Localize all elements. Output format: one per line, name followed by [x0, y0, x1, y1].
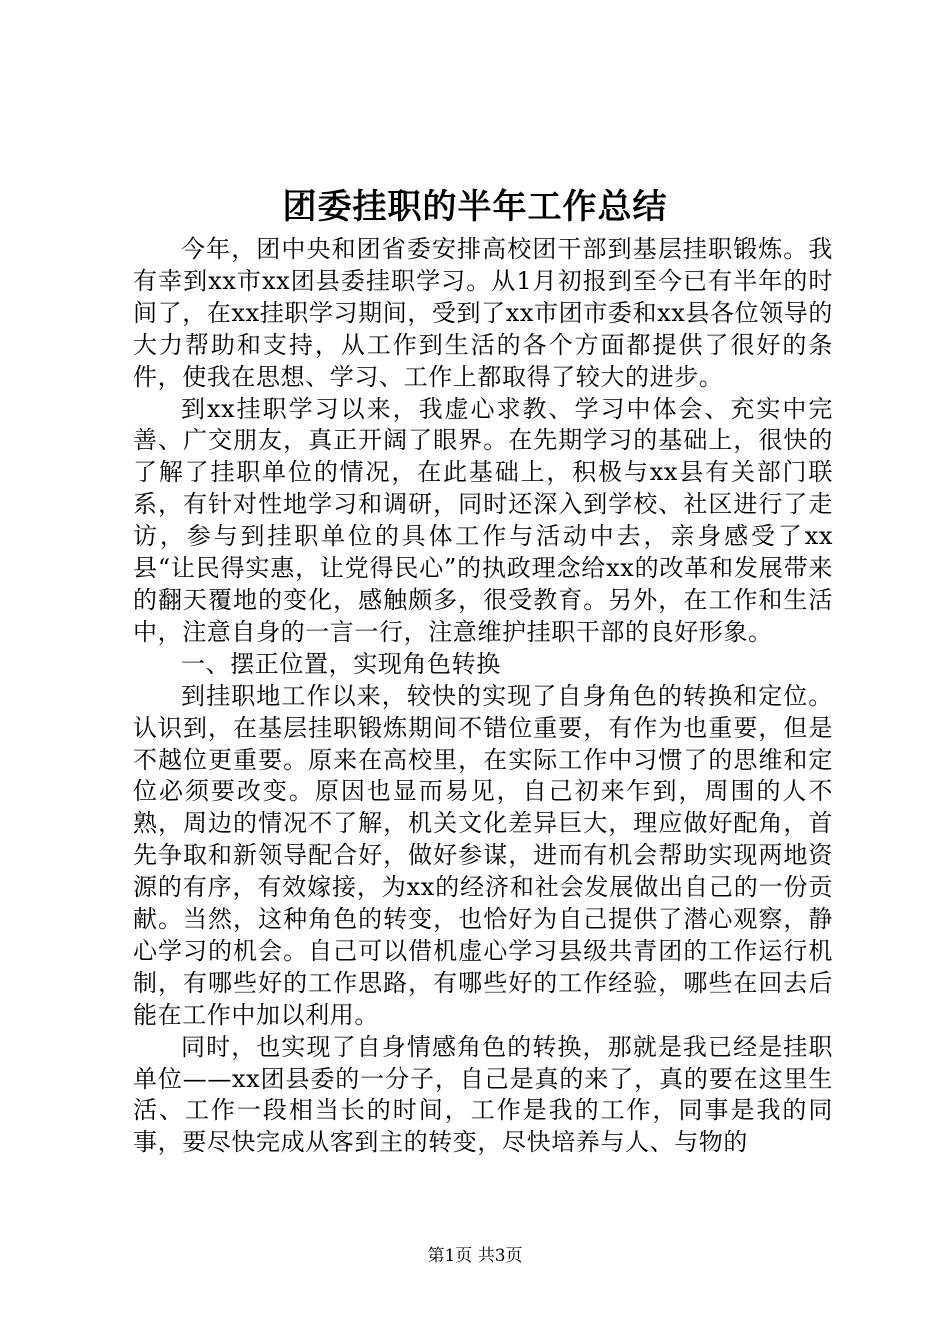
paragraph-role-change: 到挂职地工作以来，较快的实现了自身角色的转换和定位。认识到，在基层挂职锻炼期间不错位重要，有作为也重要，但是不越位更重要。原来在高校里，在实际工作中习惯了的思维和定位必须要改变。原因也显而易见，自己初来乍到，周围的人不熟，周边的情况不了解，机关文化差异巨大，理应做好配角，首先争取和新领导配合好，做好参谋，进而有机会帮助实现两地资源的有序，有效嫁接，为xx的经济和社会发展做出自己的一份贡献。当然，这种角色的转变，也恰好为自己提供了潜心观察，静心学习的机会。自己可以借机虚心学习县级共青团的工作运行机制，有哪些好的工作思路，有哪些好的工作经验，哪些在回去后能在工作中加以利用。	[133, 681, 833, 1029]
section-heading: 一、摆正位置，实现角色转换	[181, 649, 501, 678]
paragraph-experience: 到xx挂职学习以来，我虚心求教、学习中体会、充实中完善、广交朋友，真正开阔了眼界。在先期学习的基础上，很快的了解了挂职单位的情况，在此基础上，积极与xx县有关部门联系，有针对性地学习和调研，同时还深入到学校、社区进行了走访，参与到挂职单位的具体工作与活动中去，亲身感受了xx县“让民得实惠，让党得民心”的执政理念给xx的改革和发展带来的翻天覆地的变化，感触颇多，很受教育。另外，在工作和生活中，注意自身的一言一行，注意维护挂职干部的良好形象。	[133, 394, 833, 646]
document-body	[133, 234, 833, 1159]
paragraph-emotion-change: 同时，也实现了自身情感角色的转换，那就是我已经是挂职单位——xx团县委的一分子，自己是真的来了，真的要在这里生活、工作一段相当长的时间，工作是我的工作，同事是我的同事，要尽快完成从客到主的转变，尽快培养与人、与物的	[133, 1032, 833, 1157]
document-title: 团委挂职的半年工作总结	[282, 187, 668, 227]
page-number: 第1页 共3页	[427, 1246, 523, 1266]
paragraph-intro: 今年，团中央和团省委安排高校团干部到基层挂职锻炼。我有幸到xx市xx团县委挂职学习。从1月初报到至今已有半年的时间了，在xx挂职学习期间，受到了xx市团市委和xx县各位领导的大力帮助和支持，从工作到生活的各个方面都提供了很好的条件，使我在思想、学习、工作上都取得了较大的进步。	[133, 235, 833, 391]
